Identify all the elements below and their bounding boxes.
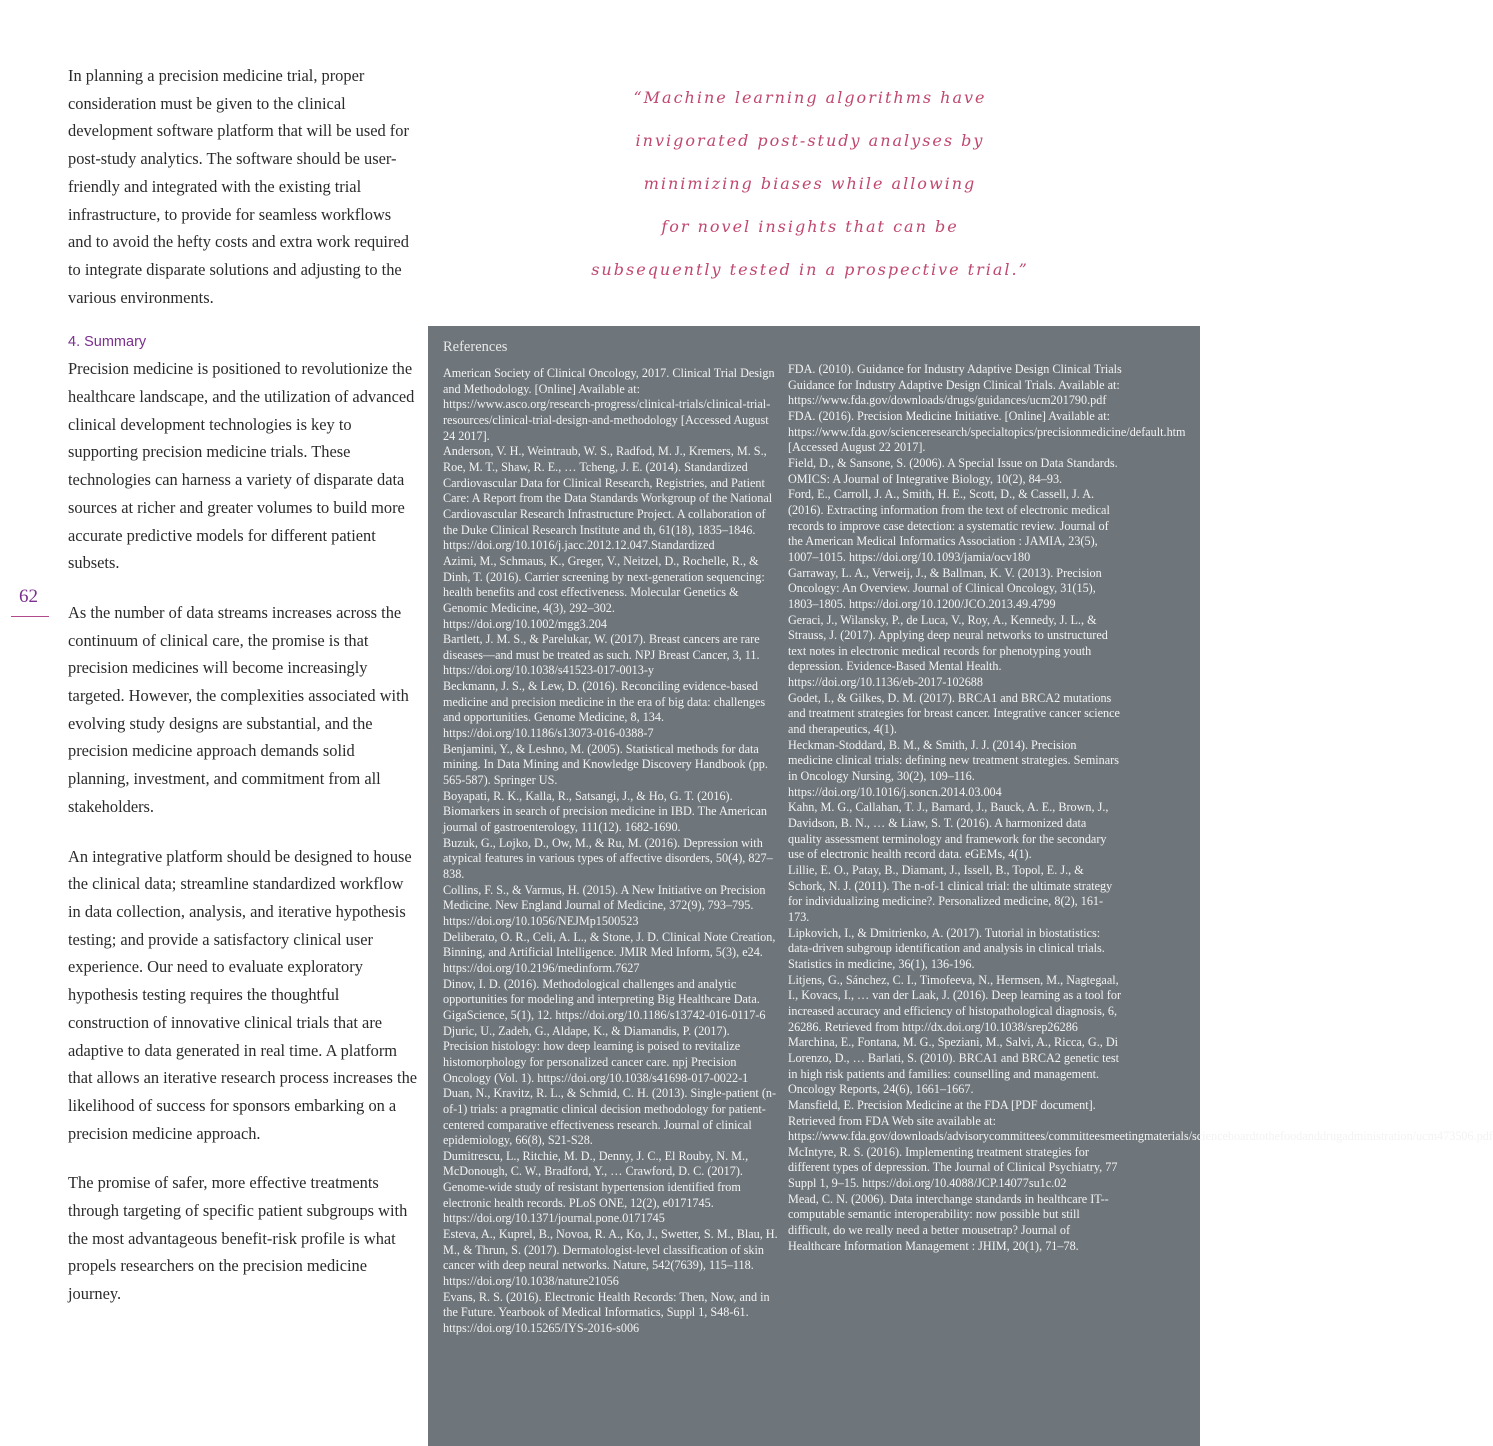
pull-quote-line: subsequently tested in a prospective trial.” xyxy=(591,260,1029,279)
reference-entry: Marchina, E., Fontana, M. G., Speziani, M., Salvi, A., Ricca, G., Di Lorenzo, D., … Barlati, S. (2010). BRCA1 and BRCA2 genetic test in high risk patients and families: counselling and management. Oncology Reports, 24(6), 1661–1667. xyxy=(788,1035,1120,1097)
reference-entry: Geraci, J., Wilansky, P., de Luca, V., Roy, A., Kennedy, J. L., & Strauss, J. (2017). Applying deep neural networks to unstructured text notes in electronic medical records for phenotyping youth depression. Evidence-Based Mental Health. https://doi.org/10.1136/eb-2017-102688 xyxy=(788,612,1108,690)
summary-paragraph-1: Precision medicine is positioned to revolutionize the healthcare landscape, and the utilization of advanced clinical development technologies is key to supporting precision medicine trials. These technologies can harness a variety of disparate data sources at richer and greater volumes to build more accurate predictive models for different patient subsets. xyxy=(68,359,415,573)
references-title: References xyxy=(443,339,508,355)
references-panel xyxy=(428,326,1493,1446)
reference-entry: Lipkovich, I., & Dmitrienko, A. (2017). Tutorial in biostatistics: data-driven subgroup identification and analysis in clinical trials. Statistics in medicine, 36(1), 136-196. xyxy=(788,925,1105,971)
reference-entry: Evans, R. S. (2016). Electronic Health Records: Then, Now, and in the Future. Yearbook of Medical Informatics, Suppl 1, S48-61. https://doi.org/10.15265/IYS-2016-s006 xyxy=(443,1289,770,1336)
reference-entry: American Society of Clinical Oncology, 2017. Clinical Trial Design and Methodology. [Online] Available at: https://www.asco.org/research-progress/clinical-trials/clinical-trial-resources/clinical-trial-design-and-methodology [Accessed August 24 2017]. xyxy=(443,366,775,443)
reference-entry: Dumitrescu, L., Ritchie, M. D., Denny, J. C., El Rouby, N. M., McDonough, C. W., Bradford, Y., … Crawford, D. C. (2017). Genome-wide study of resistant hypertension identified from electronic health records. PLoS ONE, 12(2), e0171745. https://doi.org/10.1371/journal.pone.0171745 xyxy=(443,1148,749,1226)
page-number: 62 xyxy=(19,586,38,607)
pull-quote-line: for novel insights that can be xyxy=(661,217,959,236)
reference-entry: Dinov, I. D. (2016). Methodological challenges and analytic opportunities for modeling and interpreting Big Healthcare Data. GigaScience, 5(1), 12. https://doi.org/10.1186/s13742-016-0117-6 xyxy=(443,976,766,1022)
pull-quote-line: minimizing biases while allowing xyxy=(643,174,977,193)
reference-entry: Esteva, A., Kuprel, B., Novoa, R. A., Ko, J., Swetter, S. M., Blau, H. M., & Thrun, S. (2017). Dermatologist-level classification of skin cancer with deep neural networks. Nature, 542(7639), 115–118. https://doi.org/10.1038/nature21056 xyxy=(443,1227,778,1289)
reference-entry: Buzuk, G., Lojko, D., Ow, M., & Ru, M. (2016). Depression with atypical features in various types of affective disorders, 50(4), 827–838. xyxy=(443,835,773,881)
body-column xyxy=(68,62,418,1330)
reference-entry: Mead, C. N. (2006). Data interchange standards in healthcare IT--computable semantic interoperability: now possible but still difficult, do we really need a better mousetrap? Journal of Healthcare Information Management : JHIM, 20(1), 71–78. xyxy=(788,1191,1109,1253)
reference-entry: Lillie, E. O., Patay, B., Diamant, J., Issell, B., Topol, E. J., & Schork, N. J. (2011). The n-of-1 clinical trial: the ultimate strategy for individualizing medicine?. Personalized medicine, 8(2), 161-173. xyxy=(788,863,1113,924)
reference-entry: Duan, N., Kravitz, R. L., & Schmid, C. H. (2013). Single-patient (n-of-1) trials: a pragmatic clinical decision methodology for patient-centered comparative effectiveness research. Journal of clinical epidemiology, 66(8), S21-S28. xyxy=(443,1086,777,1148)
reference-entry: McIntyre, R. S. (2016). Implementing treatment strategies for different types of depression. The Journal of Clinical Psychiatry, 77 Suppl 1, 9–15. https://doi.org/10.4088/JCP.14077su1c.02 xyxy=(788,1144,1118,1191)
reference-entry: FDA. (2016). Precision Medicine Initiative. [Online] Available at: https://www.fda.gov/scienceresearch/specialtopics/precisionmedicine/default.htm [Accessed August 22 2017]. xyxy=(788,408,1186,455)
reference-entry: FDA. (2010). Guidance for Industry Adaptive Design Clinical Trials Guidance for Industry Adaptive Design Clinical Trials. Available at: https://www.fda.gov/downloads/drugs/guidances/ucm201790.pdf xyxy=(788,362,1122,408)
page-number-rule xyxy=(11,616,49,617)
pull-quote-line: “Machine learning algorithms have xyxy=(633,88,987,107)
reference-entry: Kahn, M. G., Callahan, T. J., Barnard, J., Bauck, A. E., Brown, J., Davidson, B. N., … & Liaw, S. T. (2016). A harmonized data quality assessment terminology and framework for the secondary use of electronic health record data. eGEMs, 4(1). xyxy=(788,800,1109,862)
reference-entry: Godet, I., & Gilkes, D. M. (2017). BRCA1 and BRCA2 mutations and treatment strategies for breast cancer. Integrative cancer science and therapeutics, 4(1). xyxy=(788,690,1120,737)
intro-paragraph: In planning a precision medicine trial, proper consideration must be given to the clinical development software platform that will be used for post-study analytics. The software should be user-friendly and integrated with the existing trial infrastructure, to provide for seamless workflows and to avoid the hefty costs and extra work required to integrate disparate solutions and adjusting to the various environments. xyxy=(68,66,409,307)
reference-entry: Heckman-Stoddard, B. M., & Smith, J. J. (2014). Precision medicine clinical trials: defining new treatment strategies. Seminars in Oncology Nursing, 30(2), 109–116. https://doi.org/10.1016/j.soncn.2014.03.004 xyxy=(788,737,1119,799)
reference-entry: Anderson, V. H., Weintraub, W. S., Radfod, M. J., Kremers, M. S., Roe, M. T., Shaw, R. E., … Tcheng, J. E. (2014). Standardized Cardiovascular Data for Clinical Research, Registries, and Patient Care: A Report from the Data Standards Workgroup of the National Cardiovascular Research Infrastructure Project. A collaboration of the Duke Clinical Research Institute and th, 61(18), 1835–1846. https://doi.org/10.1016/j.jacc.2012.12.047.Standardized xyxy=(443,444,773,553)
reference-entry: Beckmann, J. S., & Lew, D. (2016). Reconciling evidence-based medicine and precision medicine in the era of big data: challenges and opportunities. Genome Medicine, 8, 134. https://doi.org/10.1186/s13073-016-0388-7 xyxy=(443,679,766,741)
pull-quote-line: invigorated post-study analyses by xyxy=(635,131,985,150)
reference-entry: Deliberato, O. R., Celi, A. L., & Stone, J. D. Clinical Note Creation, Binning, and Artificial Intelligence. JMIR Med Inform, 5(3), e24. https://doi.org/10.2196/medinform.7627 xyxy=(443,929,776,975)
reference-entry: Garraway, L. A., Verweij, J., & Ballman, K. V. (2013). Precision Oncology: An Overview. Journal of Clinical Oncology, 31(15), 1803–1805. https://doi.org/10.1200/JCO.2013.49.4799 xyxy=(788,565,1102,611)
reference-entry: Ford, E., Carroll, J. A., Smith, H. E., Scott, D., & Cassell, J. A. (2016). Extracting information from the text of electronic medical records to improve case detection: a systematic review. Journal of the American Medical Informatics Association : JAMIA, 23(5), 1007–1015. https://doi.org/10.1093/jamia/ocv180 xyxy=(788,487,1110,564)
reference-entry: Bartlett, J. M. S., & Parelukar, W. (2017). Breast cancers are rare diseases—and must be treated as such. NPJ Breast Cancer, 3, 11. https://doi.org/10.1038/s41523-017-0013-y xyxy=(443,632,760,678)
summary-paragraph-2: As the number of data streams increases across the continuum of clinical care, the promise is that precision medicines will become increasingly targeted. However, the complexities associated with evolving study designs are substantial, and the precision medicine approach demands solid planning, investment, and commitment from all stakeholders. xyxy=(68,602,409,816)
reference-entry: Benjamini, Y., & Leshno, M. (2005). Statistical methods for data mining. In Data Mining and Knowledge Discovery Handbook (pp. 565-587). Springer US. xyxy=(443,741,768,788)
summary-paragraph-4: The promise of safer, more effective treatments through targeting of specific patient subgroups with the most advantageous benefit-risk profile is what propels researchers on the precision medicine journey. xyxy=(68,1173,408,1304)
reference-entry: Boyapati, R. K., Kalla, R., Satsangi, J., & Ho, G. T. (2016). Biomarkers in search of precision medicine in IBD. The American journal of gastroenterology, 111(12). 1682-1690. xyxy=(443,788,767,835)
reference-entry: Azimi, M., Schmaus, K., Greger, V., Neitzel, D., Rochelle, R., & Dinh, T. (2016). Carrier screening by next-generation sequencing: health benefits and cost effectiveness. Molecular Genetics & Genomic Medicine, 4(3), 292–302. https://doi.org/10.1002/mgg3.204 xyxy=(443,553,765,631)
reference-entry: Collins, F. S., & Varmus, H. (2015). A New Initiative on Precision Medicine. New England Journal of Medicine, 372(9), 793–795. https://doi.org/10.1056/NEJMp1500523 xyxy=(443,882,766,928)
reference-entry: Djuric, U., Zadeh, G., Aldape, K., & Diamandis, P. (2017). Precision histology: how deep learning is poised to revitalize histomorphology for personalized cancer care. npj Precision Oncology (Vol. 1). https://doi.org/10.1038/s41698-017-0022-1 xyxy=(443,1023,749,1085)
reference-entry: Litjens, G., Sánchez, C. I., Timofeeva, N., Hermsen, M., Nagtegaal, I., Kovacs, I., … van der Laak, J. (2016). Deep learning as a tool for increased accuracy and efficiency of histopathological diagnosis, 6, 26286. Retrieved from http://dx.doi.org/10.1038/srep26286 xyxy=(788,972,1122,1034)
reference-entry: Field, D., & Sansone, S. (2006). A Special Issue on Data Standards. OMICS: A Journal of Integrative Biology, 10(2), 84–93. xyxy=(788,455,1118,486)
summary-paragraph-3: An integrative platform should be designed to house the clinical data; streamline standardized workflow in data collection, analysis, and iterative hypothesis testing; and provide a satisfactory clinical user experience. Our need to evaluate exploratory hypothesis testing requires the thoughtful construction of innovative clinical trials that are adaptive to data generated in real time. A platform that allows an iterative research process increases the likelihood of success for sponsors embarking on a precision medicine approach. xyxy=(68,846,418,1143)
pull-quote xyxy=(420,76,1200,291)
references-column-1 xyxy=(443,366,778,1337)
references-column-2 xyxy=(788,362,1493,1254)
reference-entry: Mansfield, E. Precision Medicine at the FDA [PDF document]. Retrieved from FDA Web site available at: https://www.fda.gov/downloads/advisorycommittees/committeesmeetingmaterials/scienceboardtothefoodanddrugadministration/ucm473506.pdf xyxy=(788,1097,1493,1144)
section-heading-summary: 4. Summary xyxy=(68,334,147,351)
